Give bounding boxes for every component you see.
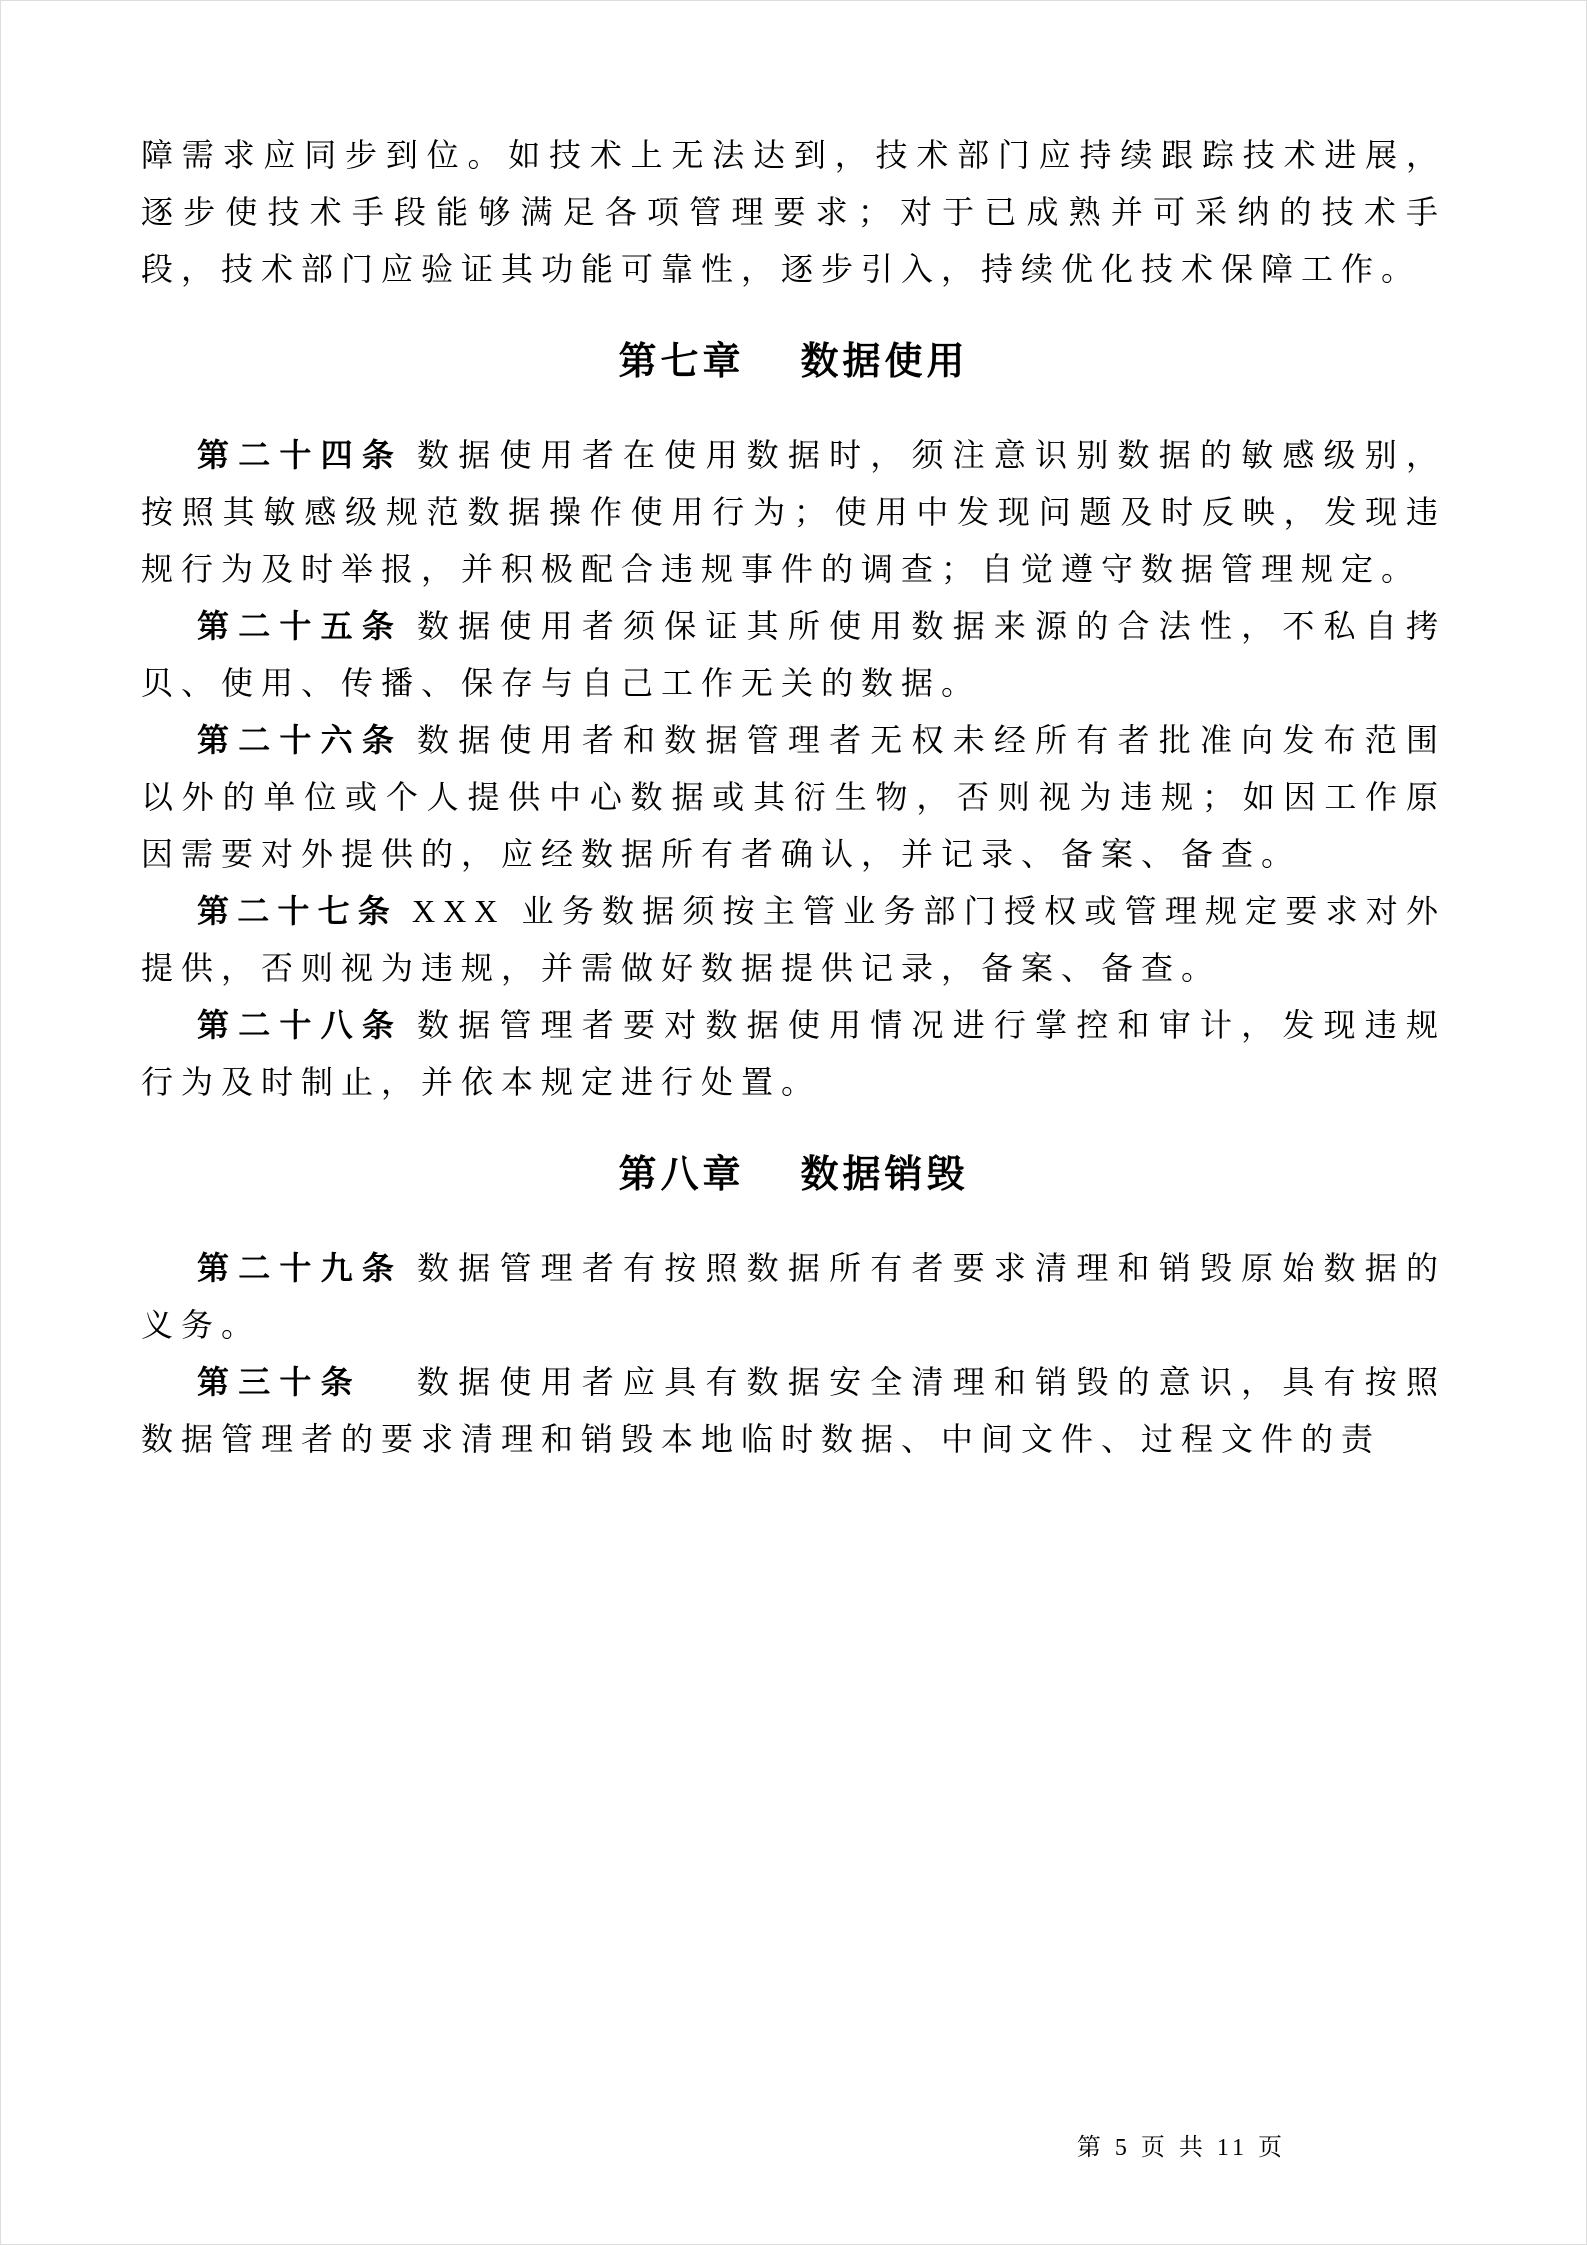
article-25-text: 数据使用者须保证其所使用数据来源的合法性，不私自拷贝、使用、传播、保存与自己工作无关的数据。 bbox=[141, 608, 1446, 701]
article-24-number: 第二十四条 bbox=[197, 437, 404, 473]
page-number-footer: 第 5 页 共 11 页 bbox=[1076, 2135, 1286, 2161]
article-24-text: 数据使用者在使用数据时，须注意识别数据的敏感级别，按照其敏感级规范数据操作使用行为；使用中发现问题及时反映，发现违规行为及时举报，并积极配合违规事件的调查；自觉遵守数据管理规定。 bbox=[141, 437, 1446, 587]
article-29-paragraph bbox=[141, 1240, 1446, 1354]
article-27-number: 第二十七条 bbox=[197, 893, 399, 929]
opening-paragraph-text: 障需求应同步到位。如技术上无法达到，技术部门应持续跟踪技术进展，逐步使技术手段能够满足各项管理要求；对于已成熟并可采纳的技术手段，技术部门应验证其功能可靠性，逐步引入，持续优化技术保障工作。 bbox=[141, 137, 1446, 287]
article-28-number: 第二十八条 bbox=[197, 1007, 404, 1043]
chapter-7-heading bbox=[141, 334, 1446, 391]
article-25-paragraph bbox=[141, 598, 1446, 712]
article-26-text: 数据使用者和数据管理者无权未经所有者批准向发布范围以外的单位或个人提供中心数据或其衍生物，否则视为违规；如因工作原因需要对外提供的，应经数据所有者确认，并记录、备案、备查。 bbox=[141, 722, 1446, 872]
article-27-text: XXX 业务数据须按主管业务部门授权或管理规定要求对外提供，否则视为违规，并需做好数据提供记录，备案、备查。 bbox=[141, 893, 1446, 986]
chapter-8-heading bbox=[141, 1147, 1446, 1204]
chapter-8-title: 数据销毁 bbox=[800, 1154, 969, 1196]
article-27-paragraph bbox=[141, 883, 1446, 997]
article-29-text: 数据管理者有按照数据所有者要求清理和销毁原始数据的义务。 bbox=[141, 1250, 1446, 1343]
article-25-number: 第二十五条 bbox=[197, 608, 404, 644]
chapter-8-label: 第八章 bbox=[618, 1154, 745, 1196]
chapter-7-title: 数据使用 bbox=[800, 341, 969, 383]
article-26-number: 第二十六条 bbox=[197, 722, 404, 758]
article-30-text: 数据使用者应具有数据安全清理和销毁的意识，具有按照数据管理者的要求清理和销毁本地临时数据、中间文件、过程文件的责 bbox=[141, 1364, 1446, 1457]
article-30-paragraph bbox=[141, 1354, 1446, 1468]
article-30-number: 第三十条 bbox=[197, 1364, 404, 1400]
article-24-paragraph bbox=[141, 427, 1446, 598]
chapter-7-label: 第七章 bbox=[618, 341, 745, 383]
opening-paragraph bbox=[141, 127, 1446, 298]
article-29-number: 第二十九条 bbox=[197, 1250, 404, 1286]
article-26-paragraph bbox=[141, 712, 1446, 883]
article-28-text: 数据管理者要对数据使用情况进行掌控和审计，发现违规行为及时制止，并依本规定进行处置。 bbox=[141, 1007, 1446, 1100]
article-28-paragraph bbox=[141, 997, 1446, 1111]
